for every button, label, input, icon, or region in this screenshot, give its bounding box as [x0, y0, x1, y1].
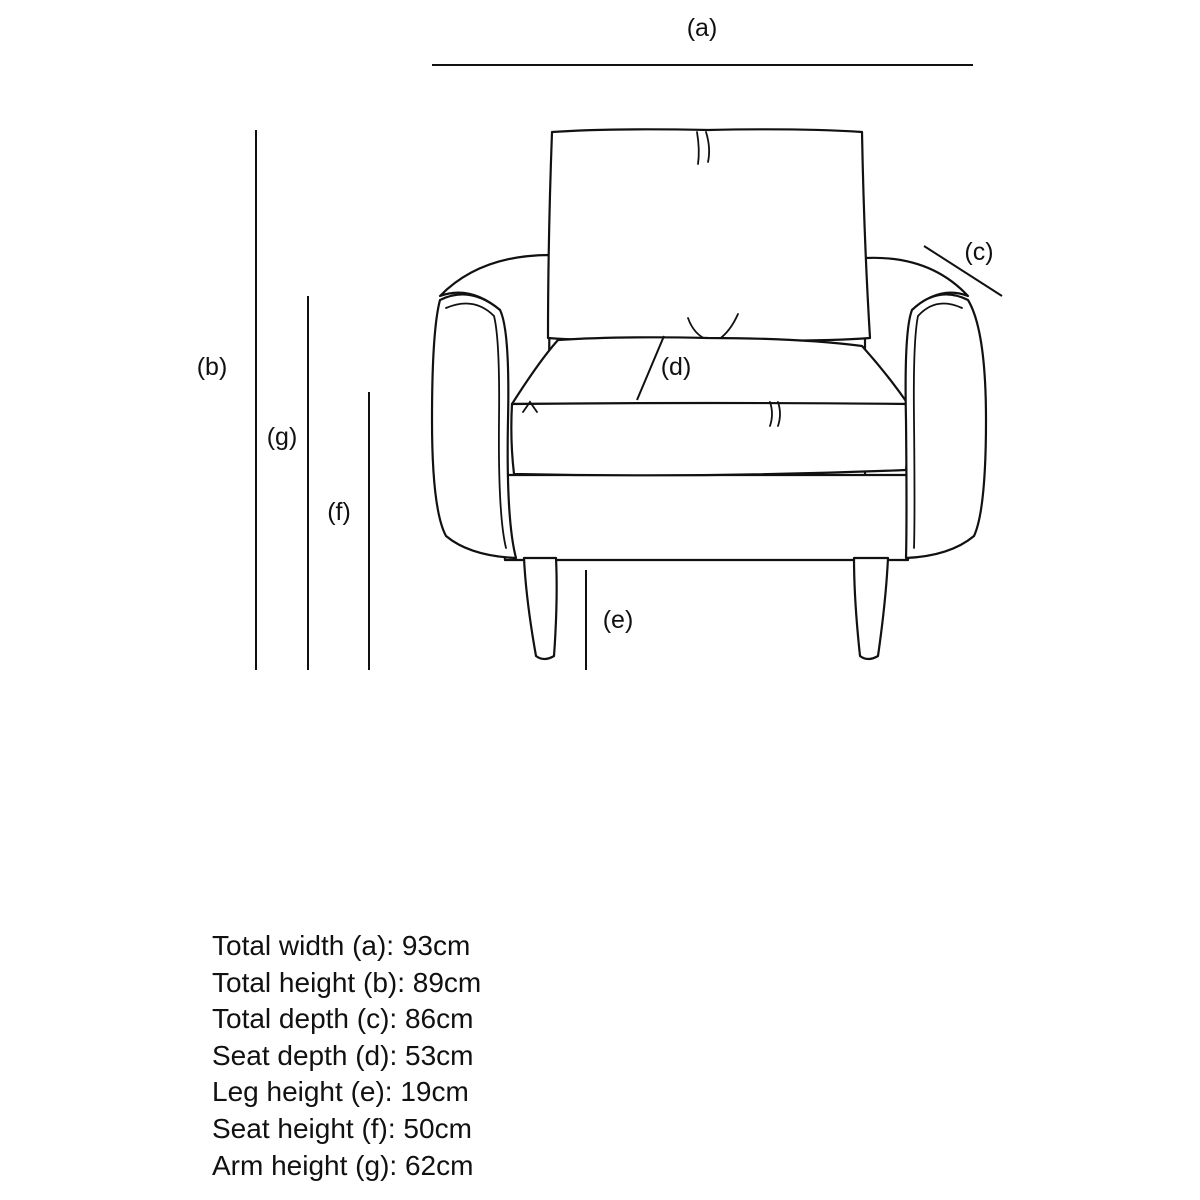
right-leg — [854, 558, 888, 659]
armchair-drawing — [432, 129, 986, 659]
spec-total-height: Total height (b): 89cm — [212, 966, 482, 998]
spec-leg-height: Leg height (e): 19cm — [212, 1076, 469, 1108]
spec-seat-depth: Seat depth (d): 53cm — [212, 1039, 474, 1071]
right-arm-front — [906, 294, 986, 558]
seat-cushion-top — [512, 337, 908, 404]
seat-cushion-front — [511, 403, 908, 475]
label-a: (a) — [686, 14, 718, 42]
label-e: (e) — [602, 606, 634, 634]
left-leg — [524, 558, 557, 659]
spec-total-depth: Total depth (c): 86cm — [212, 1003, 474, 1035]
label-c: (c) — [964, 238, 994, 266]
label-g: (g) — [266, 423, 298, 451]
dimension-spec-list — [212, 928, 481, 1184]
base-frame — [505, 475, 908, 560]
spec-seat-height: Seat height (f): 50cm — [212, 1112, 472, 1144]
spec-arm-height: Arm height (g): 62cm — [212, 1149, 474, 1181]
label-d: (d) — [660, 353, 692, 381]
spec-total-width: Total width (a): 93cm — [212, 930, 471, 961]
left-arm-front — [432, 294, 516, 558]
label-f: (f) — [327, 498, 351, 526]
label-b: (b) — [196, 353, 228, 381]
